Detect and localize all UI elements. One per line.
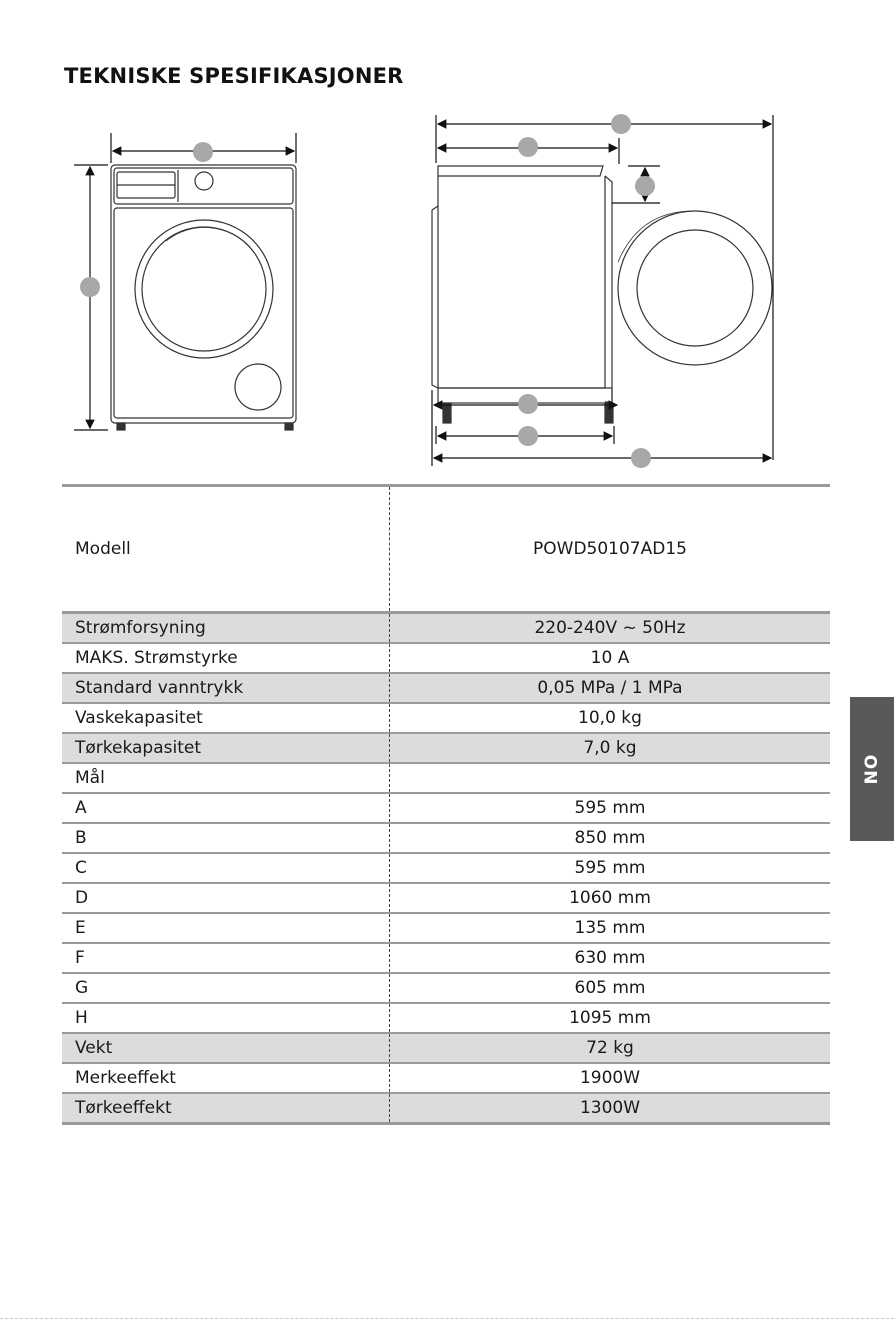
dimension-c xyxy=(438,137,619,164)
spec-label: Tørkeeffekt xyxy=(62,1093,390,1124)
spec-value: 0,05 MPa / 1 MPa xyxy=(390,673,831,703)
spec-label: MAKS. Strømstyrke xyxy=(62,643,390,673)
spec-value: 605 mm xyxy=(390,973,831,1003)
spec-label: Tørkekapasitet xyxy=(62,733,390,763)
spec-row xyxy=(62,673,830,703)
spec-row xyxy=(62,1093,830,1124)
spec-value xyxy=(390,763,831,793)
spec-label: F xyxy=(62,943,390,973)
spec-label: Modell xyxy=(62,486,390,613)
front-view-washer xyxy=(111,165,296,430)
spec-row xyxy=(62,1003,830,1033)
spec-row xyxy=(62,793,830,823)
spec-value: 10 A xyxy=(390,643,831,673)
page-bottom-rule xyxy=(0,1318,894,1319)
spec-label: Vekt xyxy=(62,1033,390,1063)
side-view-washer xyxy=(432,166,772,423)
spec-label: D xyxy=(62,883,390,913)
spec-value: 1060 mm xyxy=(390,883,831,913)
spec-label: Strømforsyning xyxy=(62,613,390,644)
spec-row xyxy=(62,1063,830,1093)
spec-row xyxy=(62,823,830,853)
dimension-e xyxy=(612,166,660,203)
spec-value: 595 mm xyxy=(390,853,831,883)
spec-value: 135 mm xyxy=(390,913,831,943)
spec-row xyxy=(62,643,830,673)
spec-value: 1900W xyxy=(390,1063,831,1093)
dimension-f xyxy=(434,394,617,414)
spec-label: E xyxy=(62,913,390,943)
spec-value: 595 mm xyxy=(390,793,831,823)
spec-label: Standard vanntrykk xyxy=(62,673,390,703)
spec-table xyxy=(62,484,830,1125)
spec-row xyxy=(62,613,830,644)
spec-label: B xyxy=(62,823,390,853)
spec-value: POWD50107AD15 xyxy=(390,486,831,613)
spec-label: G xyxy=(62,973,390,1003)
spec-row xyxy=(62,883,830,913)
dimension-g xyxy=(436,426,614,446)
spec-label: Merkeeffekt xyxy=(62,1063,390,1093)
spec-label: H xyxy=(62,1003,390,1033)
spec-value: 72 kg xyxy=(390,1033,831,1063)
dimension-h xyxy=(432,390,771,468)
spec-row xyxy=(62,943,830,973)
spec-row xyxy=(62,763,830,793)
spec-label: Vaskekapasitet xyxy=(62,703,390,733)
spec-row xyxy=(62,913,830,943)
language-tab xyxy=(850,697,894,841)
spec-row-model xyxy=(62,486,830,613)
spec-value: 850 mm xyxy=(390,823,831,853)
dimension-a xyxy=(111,133,296,163)
spec-row xyxy=(62,703,830,733)
spec-row xyxy=(62,733,830,763)
spec-value: 1300W xyxy=(390,1093,831,1124)
page-title: TEKNISKE SPESIFIKASJONER xyxy=(64,64,404,88)
spec-value: 630 mm xyxy=(390,943,831,973)
spec-value: 10,0 kg xyxy=(390,703,831,733)
dimension-diagram xyxy=(0,0,894,475)
spec-row xyxy=(62,973,830,1003)
spec-row xyxy=(62,853,830,883)
spec-value: 1095 mm xyxy=(390,1003,831,1033)
spec-label: C xyxy=(62,853,390,883)
spec-value: 7,0 kg xyxy=(390,733,831,763)
spec-value: 220-240V ~ 50Hz xyxy=(390,613,831,644)
spec-label: A xyxy=(62,793,390,823)
dimension-b xyxy=(74,165,108,430)
spec-label: Mål xyxy=(62,763,390,793)
spec-row xyxy=(62,1033,830,1063)
language-tab-label: NO xyxy=(862,753,882,785)
